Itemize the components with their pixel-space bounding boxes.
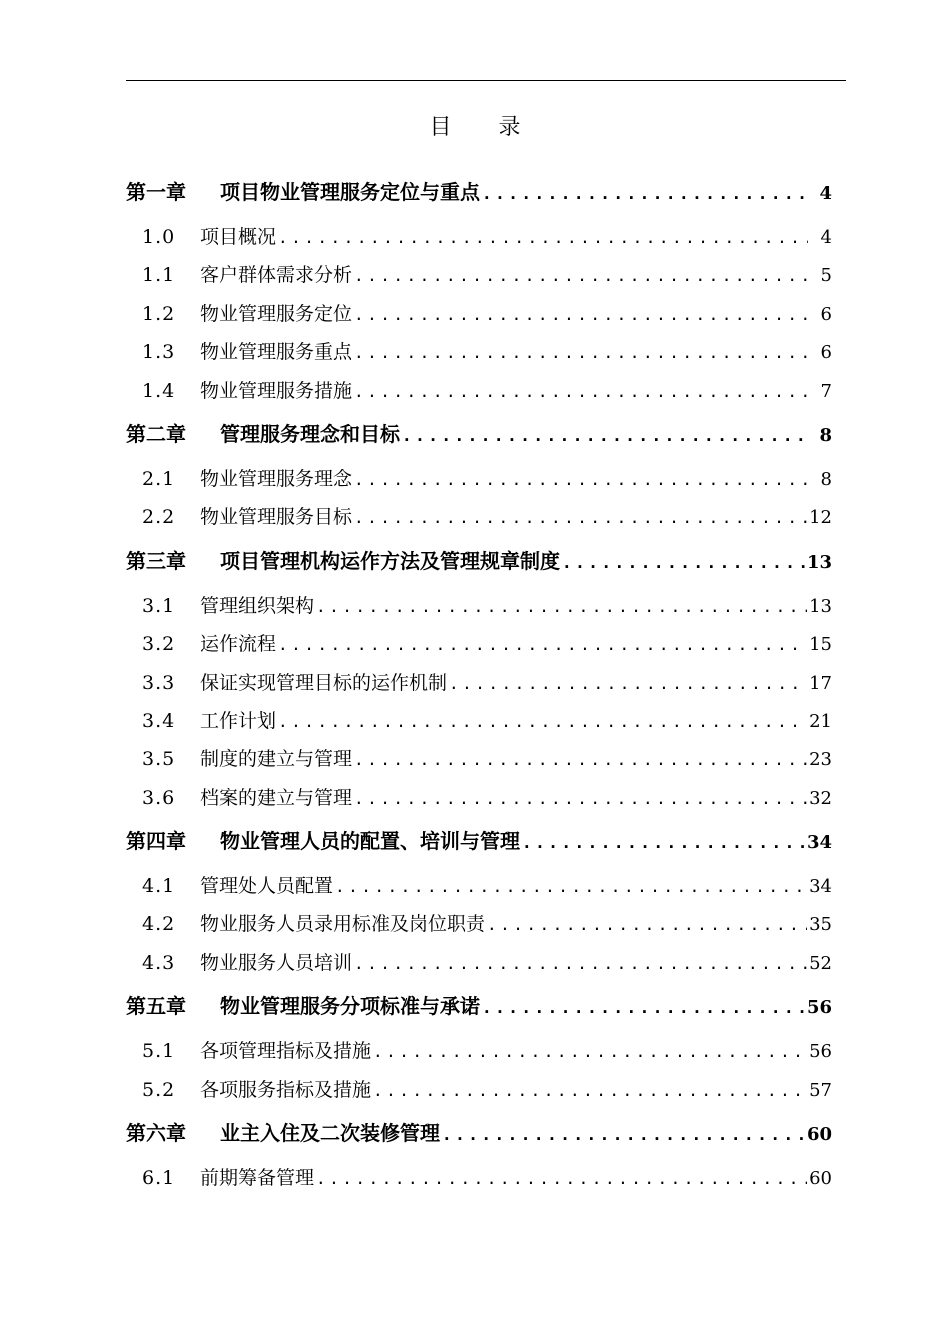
dot-leader — [402, 426, 808, 445]
dot-leader — [316, 1169, 807, 1188]
section-number: 3.1 — [142, 594, 176, 617]
toc-section-entry[interactable] — [126, 744, 832, 782]
toc-section-entry[interactable] — [126, 871, 832, 909]
section-page-number: 17 — [809, 672, 832, 694]
toc-section-entry[interactable] — [126, 668, 832, 706]
section-page-number: 34 — [809, 876, 832, 898]
section-title: 制度的建立与管理 — [200, 748, 353, 771]
dot-leader — [354, 305, 808, 324]
chapter-title: 项目管理机构运作方法及管理规章制度 — [220, 548, 560, 573]
toc-section-entry[interactable] — [126, 783, 832, 821]
toc-section-entry[interactable] — [126, 591, 832, 629]
chapter-label: 第四章 — [126, 829, 186, 854]
section-number: 2.2 — [142, 506, 176, 529]
chapter-title: 项目物业管理服务定位与重点 — [220, 180, 480, 204]
dot-leader — [449, 674, 807, 693]
section-page-number: 6 — [820, 342, 832, 364]
section-page-number: 56 — [809, 1041, 832, 1063]
dot-leader — [373, 1081, 807, 1100]
toc-section-entry[interactable] — [126, 948, 832, 986]
section-number: 5.2 — [142, 1078, 176, 1101]
section-title: 物业服务人员培训 — [200, 951, 353, 974]
section-title: 项目概况 — [200, 226, 277, 248]
toc-section-entry[interactable] — [126, 1163, 832, 1201]
dot-leader — [354, 343, 808, 362]
section-page-number: 23 — [809, 749, 832, 771]
chapter-page-number: 34 — [806, 832, 832, 854]
dot-leader — [278, 635, 807, 654]
toc-section-entry[interactable] — [126, 464, 832, 502]
section-number: 3.3 — [142, 671, 176, 694]
section-title: 物业管理服务理念 — [200, 467, 353, 490]
toc-section-entry[interactable] — [126, 502, 832, 540]
section-number: 3.5 — [142, 748, 176, 771]
section-title: 档案的建立与管理 — [200, 786, 353, 809]
section-title: 物业管理服务目标 — [200, 506, 353, 529]
section-page-number: 7 — [820, 380, 832, 402]
section-number: 5.1 — [142, 1040, 176, 1063]
dot-leader — [354, 508, 807, 527]
toc-section-entry[interactable] — [126, 299, 832, 337]
section-title: 物业服务人员录用标准及岗位职责 — [200, 913, 486, 936]
toc-section-entry[interactable] — [126, 706, 832, 744]
toc-chapter-entry[interactable] — [126, 418, 832, 456]
section-title: 工作计划 — [200, 709, 277, 732]
chapter-label: 第三章 — [126, 548, 186, 573]
toc-section-entry[interactable] — [126, 909, 832, 947]
section-page-number: 5 — [820, 265, 832, 287]
header-rule — [126, 80, 846, 81]
toc-title: 目 录 — [429, 115, 541, 140]
section-page-number: 4 — [820, 227, 832, 248]
chapter-page-number: 60 — [806, 1124, 832, 1146]
section-number: 6.1 — [142, 1167, 176, 1190]
section-number: 4.3 — [142, 951, 176, 974]
chapter-label: 第五章 — [126, 994, 186, 1019]
section-title: 保证实现管理目标的运作机制 — [200, 671, 448, 694]
section-number: 3.6 — [142, 786, 176, 809]
section-title: 客户群体需求分析 — [200, 264, 353, 287]
toc-section-entry[interactable] — [126, 1036, 832, 1074]
section-number: 4.1 — [142, 875, 176, 898]
section-title: 各项管理指标及措施 — [200, 1040, 372, 1063]
chapter-label: 第二章 — [126, 421, 186, 446]
section-page-number: 60 — [809, 1168, 832, 1190]
section-page-number: 12 — [809, 507, 832, 529]
dot-leader — [373, 1042, 807, 1061]
section-page-number: 13 — [809, 595, 832, 617]
dot-leader — [354, 750, 807, 769]
table-of-contents — [126, 172, 832, 1201]
dot-leader — [354, 382, 808, 401]
section-number: 1.2 — [142, 302, 176, 325]
toc-section-entry[interactable] — [126, 1075, 832, 1113]
dot-leader — [316, 597, 807, 616]
section-page-number: 35 — [809, 914, 832, 936]
section-page-number: 57 — [809, 1079, 832, 1101]
section-title: 管理组织架构 — [200, 594, 315, 617]
dot-leader — [354, 789, 807, 808]
section-number: 2.1 — [142, 467, 176, 490]
dot-leader — [335, 877, 807, 896]
section-page-number: 8 — [820, 468, 832, 490]
toc-section-entry[interactable] — [126, 376, 832, 414]
dot-leader — [487, 915, 807, 934]
dot-leader — [354, 266, 808, 285]
dot-leader — [278, 228, 808, 247]
chapter-page-number: 4 — [819, 183, 832, 204]
dot-leader — [278, 712, 807, 731]
section-title: 前期筹备管理 — [200, 1167, 315, 1190]
dot-leader — [442, 1125, 805, 1144]
toc-section-entry[interactable] — [126, 337, 832, 375]
toc-chapter-entry[interactable] — [126, 825, 832, 863]
toc-chapter-entry[interactable] — [126, 176, 832, 214]
chapter-title: 业主入住及二次装修管理 — [220, 1121, 440, 1146]
section-page-number: 52 — [809, 952, 832, 974]
toc-section-entry[interactable] — [126, 629, 832, 667]
section-number: 4.2 — [142, 913, 176, 936]
toc-chapter-entry[interactable] — [126, 1117, 832, 1155]
section-title: 物业管理服务措施 — [200, 379, 353, 402]
section-number: 3.2 — [142, 633, 176, 656]
section-title: 物业管理服务重点 — [200, 341, 353, 364]
dot-leader — [562, 553, 805, 572]
section-number: 1.0 — [142, 226, 176, 248]
toc-section-entry[interactable] — [126, 222, 832, 260]
chapter-page-number: 56 — [806, 997, 832, 1019]
toc-section-entry[interactable] — [126, 260, 832, 298]
section-number: 1.1 — [142, 264, 176, 287]
toc-chapter-entry[interactable] — [126, 990, 832, 1028]
section-title: 物业管理服务定位 — [200, 302, 353, 325]
section-number: 1.3 — [142, 341, 176, 364]
dot-leader — [482, 998, 805, 1017]
dot-leader — [354, 954, 807, 973]
dot-leader — [522, 833, 805, 852]
chapter-title: 物业管理人员的配置、培训与管理 — [220, 829, 520, 854]
section-title: 运作流程 — [200, 633, 277, 656]
section-title: 管理处人员配置 — [200, 875, 334, 898]
section-page-number: 21 — [809, 710, 832, 732]
chapter-label: 第六章 — [126, 1121, 186, 1146]
toc-chapter-entry[interactable] — [126, 545, 832, 583]
chapter-title: 管理服务理念和目标 — [220, 421, 400, 446]
dot-leader — [482, 184, 808, 203]
section-page-number: 6 — [820, 303, 832, 325]
chapter-title: 物业管理服务分项标准与承诺 — [220, 994, 480, 1019]
chapter-page-number: 13 — [806, 551, 832, 573]
dot-leader — [354, 470, 808, 489]
section-page-number: 32 — [809, 787, 832, 809]
chapter-label: 第一章 — [126, 180, 186, 204]
section-number: 1.4 — [142, 379, 176, 402]
chapter-page-number: 8 — [819, 424, 832, 446]
section-title: 各项服务指标及措施 — [200, 1078, 372, 1101]
section-number: 3.4 — [142, 709, 176, 732]
section-page-number: 15 — [809, 634, 832, 656]
